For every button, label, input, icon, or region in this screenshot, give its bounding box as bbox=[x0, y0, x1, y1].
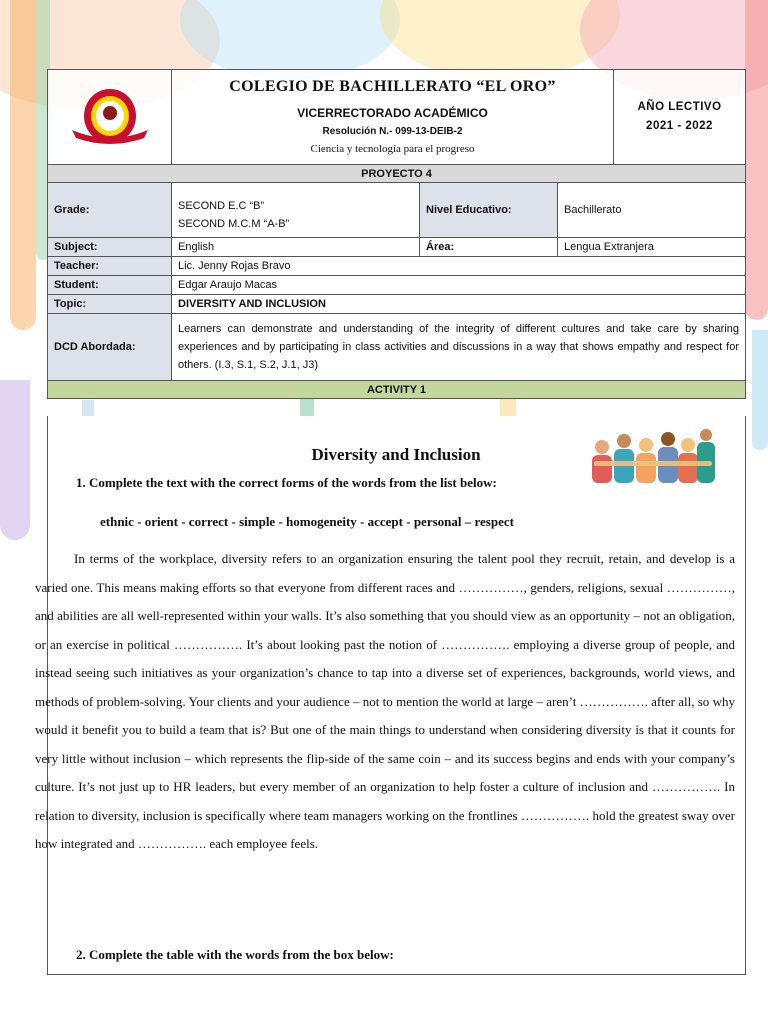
student-value: Edgar Araujo Macas bbox=[172, 276, 746, 295]
school-logo-cell bbox=[48, 70, 172, 165]
question-1: 1. Complete the text with the correct forms of the words from the list below: bbox=[76, 475, 497, 490]
nivel-value: Bachillerato bbox=[558, 183, 746, 238]
student-label: Student: bbox=[48, 276, 172, 295]
dcd-label: DCD Abordada: bbox=[48, 314, 172, 381]
grade-value bbox=[172, 183, 420, 238]
activity-bar: ACTIVITY 1 bbox=[48, 381, 746, 399]
grade-label: Grade: bbox=[48, 183, 172, 238]
question-2: 2. Complete the table with the words from the box below: bbox=[76, 947, 394, 962]
nivel-label: Nivel Educativo: bbox=[420, 183, 558, 238]
school-seal-icon bbox=[68, 86, 152, 146]
school-name: COLEGIO DE BACHILLERATO “EL ORO” bbox=[229, 78, 556, 95]
teacher-value: Lic. Jenny Rojas Bravo bbox=[172, 257, 746, 276]
project-bar: PROYECTO 4 bbox=[48, 165, 746, 183]
fill-in-paragraph: In terms of the workplace, diversity refers to an organization ensuring the talent pool they recruit, retain, and develop is a varied one. This means making efforts so that everyone from different races and ……………, genders, religions, sexual ……………, and abilities are all well-represented within your walls. It’s also something that you should view as an opportunity – not an obligation, or an exercise in political ……………. It’s about looking past the notion of ……………. employing a diverse group of people, and instead seeing such initiatives as your organization’s chance to tap into a diverse set of experiences, backgrounds, world views, and methods of problem-solving. Your clients and your audience – not to mention the world at large – aren’t ……………. after all, so why would it benefit you to build a team that is? But one of the main things to understand when considering diversity is that it counts for very little without inclusion – which represents the flip-side of the same coin – and its success begins and ends with your company’s culture. It’s not just up to HR leaders, but every member of an organization to help foster a culture of inclusion and ……………. In relation to diversity, inclusion is specifically where team managers working on the frontlines ……………. hold the greatest sway over how integrated and ……………. each employee feels. bbox=[35, 551, 735, 851]
word-list: ethnic - orient - correct - simple - homogeneity - accept - personal – respect bbox=[100, 514, 514, 529]
grade-line-2: SECOND M.C.M “A-B” bbox=[178, 218, 290, 230]
subject-label: Subject: bbox=[48, 238, 172, 257]
vicerrectorado-label: VICERRECTORADO ACADÉMICO bbox=[297, 106, 488, 120]
teacher-label: Teacher: bbox=[48, 257, 172, 276]
school-year-label: AÑO LECTIVO bbox=[637, 101, 722, 113]
topic-value: DIVERSITY AND INCLUSION bbox=[172, 295, 746, 314]
activity-title: Diversity and Inclusion bbox=[311, 445, 481, 464]
resolucion-label: Resolución N.- 099-13-DEIB-2 bbox=[322, 126, 463, 137]
topic-label: Topic: bbox=[48, 295, 172, 314]
school-motto: Ciencia y tecnología para el progreso bbox=[310, 143, 475, 155]
subject-value: English bbox=[172, 238, 420, 257]
grade-line-1: SECOND E.C “B” bbox=[178, 200, 265, 212]
school-year-value: 2021 - 2022 bbox=[646, 120, 713, 132]
area-label: Área: bbox=[420, 238, 558, 257]
area-value: Lengua Extranjera bbox=[558, 238, 746, 257]
school-year-cell bbox=[614, 70, 746, 165]
group-of-people-icon bbox=[584, 425, 718, 489]
header-table bbox=[47, 69, 746, 399]
dcd-value: Learners can demonstrate and understanding of the integrity of different cultures and take care by sharing experiences and by participating in class activities and discussions in a way that shows empathy and respect for others. (I.3, S.1, S.2, J.1, J3) bbox=[172, 314, 746, 381]
